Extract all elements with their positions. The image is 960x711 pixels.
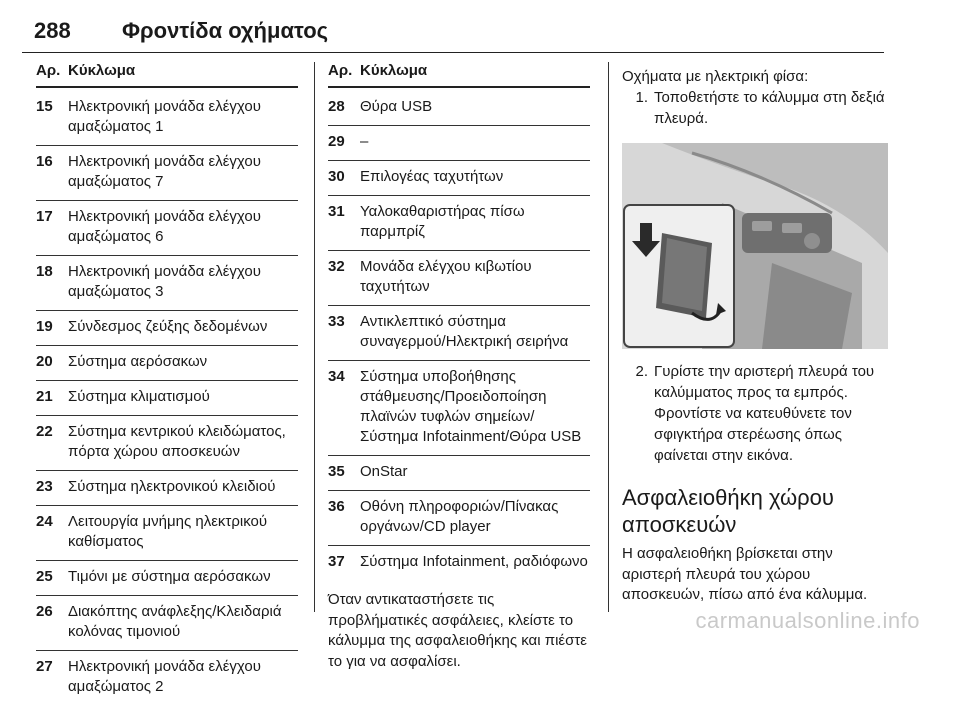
row-number: 18 (36, 263, 53, 280)
row-number: 17 (36, 208, 53, 225)
table-row (328, 552, 590, 580)
row-number: 25 (36, 568, 53, 585)
header-circuit: Κύκλωμα (68, 62, 136, 79)
row-description: OnStar (360, 463, 408, 480)
table-row (328, 97, 590, 126)
row-number: 20 (36, 353, 53, 370)
step-2 (622, 361, 888, 466)
row-number: 27 (36, 658, 53, 675)
row-number: 30 (328, 168, 345, 185)
table-row (36, 387, 298, 416)
step-number: 1. (635, 89, 648, 106)
row-description: Σύστημα υποβοήθησης στάθμευσης/Προειδοποίηση πλαϊνών τυφλών σημείων/Σύστημα Infotainment/Θύρα USB (360, 368, 582, 445)
row-description: Ηλεκτρονική μονάδα ελέγχου αμαξώματος 1 (68, 98, 261, 135)
table-row (328, 497, 590, 546)
table-row (36, 477, 298, 506)
header-number: Αρ. (36, 62, 61, 79)
table-row (36, 352, 298, 381)
row-number: 16 (36, 153, 53, 170)
table-row (36, 422, 298, 471)
row-description: Σύστημα ηλεκτρονικού κλειδιού (68, 478, 276, 495)
row-number: 34 (328, 368, 345, 385)
table-row (36, 97, 298, 146)
table-row (328, 312, 590, 361)
section-body: Η ασφαλειοθήκη βρίσκεται στην αριστερή πλευρά του χώρου αποσκευών, πίσω από ένα κάλυμμα. (622, 545, 868, 603)
section-title: Ασφαλειοθήκη χώρου αποσκευών (622, 485, 834, 537)
row-number: 32 (328, 258, 345, 275)
header-number: Αρ. (328, 62, 353, 79)
row-description: Ηλεκτρονική μονάδα ελέγχου αμαξώματος 6 (68, 208, 261, 245)
row-description: Μονάδα ελέγχου κιβωτίου ταχυτήτων (360, 258, 532, 295)
fuse-cover-illustration (622, 143, 888, 349)
row-number: 23 (36, 478, 53, 495)
row-description: Επιλογέας ταχυτήτων (360, 168, 504, 185)
row-number: 19 (36, 318, 53, 335)
watermark: carmanualsonline.info (695, 608, 920, 633)
table-row (36, 567, 298, 596)
table-row (36, 152, 298, 201)
page-number: 288 (34, 18, 71, 43)
column-divider (314, 62, 315, 612)
row-description: Υαλοκαθαριστήρας πίσω παρμπρίζ (360, 203, 525, 240)
instructions-column (622, 62, 888, 606)
table-row (36, 317, 298, 346)
row-number: 36 (328, 498, 345, 515)
row-description: Σύστημα Infotainment, ραδιόφωνο (360, 553, 588, 570)
table-row (328, 367, 590, 456)
row-description: Ηλεκτρονική μονάδα ελέγχου αμαξώματος 3 (68, 263, 261, 300)
row-description: Ηλεκτρονική μονάδα ελέγχου αμαξώματος 7 (68, 153, 261, 190)
table-header (328, 62, 590, 88)
intro-text: Οχήματα με ηλεκτρική φίσα: (622, 68, 809, 85)
row-description: Διακόπτης ανάφλεξης/Κλειδαριά κολόνας τιμονιού (68, 603, 282, 640)
row-description: Θύρα USB (360, 98, 433, 115)
table-header (36, 62, 298, 88)
page-header (22, 14, 884, 53)
row-number: 37 (328, 553, 345, 570)
row-description: Τιμόνι με σύστημα αερόσακων (68, 568, 271, 585)
row-number: 35 (328, 463, 345, 480)
dashboard-drawing (622, 143, 888, 349)
row-number: 26 (36, 603, 53, 620)
row-number: 24 (36, 513, 53, 530)
step-1 (622, 87, 888, 129)
table-row (328, 167, 590, 196)
row-description: Σύστημα κλιματισμού (68, 388, 210, 405)
table-row (328, 257, 590, 306)
row-description: Σύνδεσμος ζεύξης δεδομένων (68, 318, 268, 335)
row-number: 31 (328, 203, 345, 220)
page-title: Φροντίδα οχήματος (122, 18, 329, 43)
row-number: 22 (36, 423, 53, 440)
table-row (36, 602, 298, 651)
row-description: Οθόνη πληροφοριών/Πίνακας οργάνων/CD player (360, 498, 559, 535)
row-number: 33 (328, 313, 345, 330)
table-row (328, 202, 590, 251)
fuse-table-right (328, 62, 590, 672)
table-row (36, 262, 298, 311)
step-number: 2. (635, 363, 648, 380)
row-number: 21 (36, 388, 53, 405)
row-description: Σύστημα αερόσακων (68, 353, 208, 370)
row-description: Ηλεκτρονική μονάδα ελέγχου αμαξώματος 2 (68, 658, 261, 695)
row-description: Αντικλεπτικό σύστημα συναγερμού/Ηλεκτρική σειρήνα (360, 313, 569, 350)
table-row (36, 207, 298, 256)
row-description: – (360, 133, 369, 150)
table-row (36, 657, 298, 705)
header-circuit: Κύκλωμα (360, 62, 428, 79)
step-text: Γυρίστε την αριστερή πλευρά του καλύμματος προς τα εμπρός. Φροντίστε να κατευθύνετε τον σφιγκτήρα στερέωσης όπως φαίνεται στην εικόνα. (654, 363, 875, 464)
row-description: Λειτουργία μνήμης ηλεκτρικού καθίσματος (68, 513, 268, 550)
step-text: Τοποθετήστε το κάλυμμα στη δεξιά πλευρά. (654, 89, 885, 127)
row-number: 15 (36, 98, 53, 115)
row-description: Σύστημα κεντρικού κλειδώματος, πόρτα χώρου αποσκευών (68, 423, 286, 460)
row-number: 28 (328, 98, 345, 115)
table-row (36, 512, 298, 561)
replacement-note: Όταν αντικαταστήσετε τις προβλήματικές ασφάλειες, κλείστε το κάλυμμα της ασφαλειοθήκης και πιέστε το για να ασφαλίσει. (328, 591, 587, 670)
table-row (328, 462, 590, 491)
fuse-table-left (36, 62, 298, 711)
row-number: 29 (328, 133, 345, 150)
table-row (328, 132, 590, 161)
column-divider (608, 62, 609, 612)
